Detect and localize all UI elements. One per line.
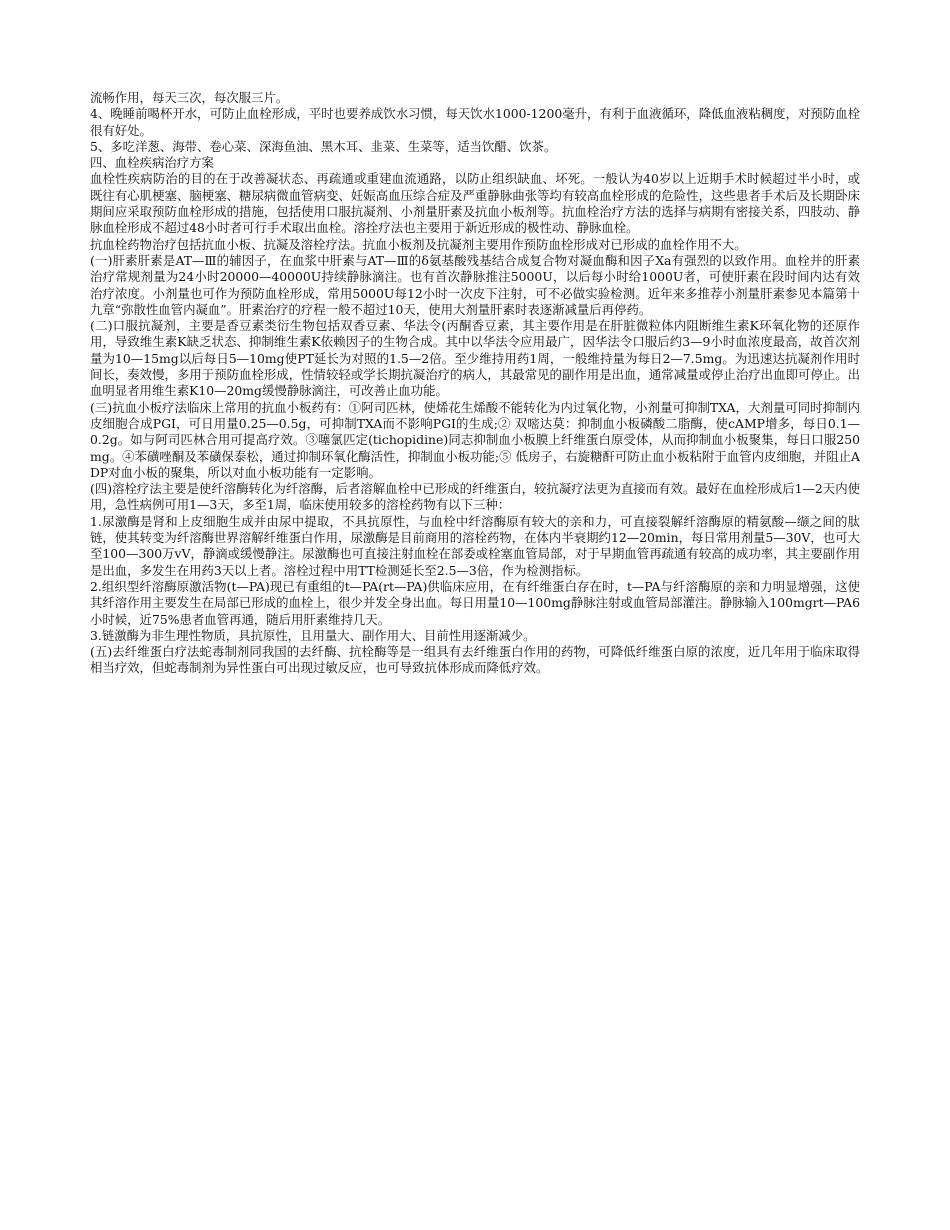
paragraph-t-pa: 2.组织型纤溶酶原激活物(t—PA)现已有重组的t—PA(rt—PA)供临床应用，在有纤维蛋白存在时，t—PA与纤溶酶原的亲和力明显增强，这使其纤溶作用主要发生在局部已形成的血栓上，很少并发全身出血。每日用量10—100mg静脉注射或血管局部灌注。静脉输入100mgrt—PA6小时候，近75%患者血管再通，随后用肝素维持几天。 bbox=[90, 578, 860, 627]
paragraph-antiplatelet: (三)抗血小板疗法临床上常用的抗血小板药有：①阿司匹林，使烯花生烯酸不能转化为内过氧化物，小剂量可抑制TXA，大剂量可同时抑制内皮细胞合成PGI，可日用量0.25—0.5g，可抑制TXA而不影响PGI的生成;② 双嘧达莫：抑制血小板磷酸二脂酶，使cAMP增多，每日0.1—0.2g。如与阿司匹林合用可提高疗效。③噻氯匹定(tichopidine)同志抑制血小板膜上纤维蛋白原受体，从而抑制血小板聚集，每日口服250mg。④苯磺唑酮及苯磺保泰松，通过抑制环氧化酶活性，抑制血小板功能;⑤ 低房子，右旋糖酐可防止血小板粘附于血管内皮细胞，并阻止ADP对血小板的聚集，所以对血小板功能有一定影响。 bbox=[90, 399, 860, 480]
document-body bbox=[90, 90, 860, 677]
section-heading: 四、血栓疾病治疗方案 bbox=[90, 155, 214, 171]
paragraph-oral-anticoagulant: (二)口服抗凝剂，主要是香豆素类衍生物包括双香豆素、华法令(丙酮香豆素，其主要作用是在肝脏微粒体内阻断维生素K环氧化物的还原作用，导致维生素K缺乏状态、抑制维生素K依赖因子的生物合成。其中以华法令应用最广，因华法令口服后约3—9小时血浓度最高，故首次剂量为10—15mg以后每日5—10mg使PT延长为对照的1.5—2倍。至少维持用药1周，一般维持量为每日2—7.5mg。为迅速达抗凝剂作用时间长，奏效慢，多用于预防血栓形成，性情较轻或学长期抗凝治疗的病人，其最常见的副作用是出血，通常减量或停止治疗出血即可停止。出血明显者用维生素K10—20mg缓慢静脉滴注，可改善止血功能。 bbox=[90, 318, 860, 399]
paragraph-drug-therapy: 抗血栓药物治疗包括抗血小板、抗凝及溶栓疗法。抗血小板剂及抗凝剂主要用作预防血栓形成对已形成的血栓作用不大。 bbox=[90, 236, 747, 252]
paragraph-defibrination: (五)去纤维蛋白疗法蛇毒制剂同我国的去纤酶、抗栓酶等是一组具有去纤维蛋白作用的药物，可降低纤维蛋白原的浓度，近几年用于临床取得相当疗效，但蛇毒制剂为异性蛋白可出现过敏反应，也可导致抗体形成而降低疗效。 bbox=[90, 644, 860, 676]
paragraph-item-4: 4、晚睡前喝杯开水，可防止血栓形成，平时也要养成饮水习惯，每天饮水1000-1200毫升，有利于血液循环，降低血液粘稠度，对预防血栓很有好处。 bbox=[90, 106, 860, 138]
paragraph-continuation: 流畅作用，每天三次，每次服三片。 bbox=[90, 90, 289, 105]
paragraph-heparin: (一)肝素肝素是AT—Ⅲ的辅因子，在血浆中肝素与AT—Ⅲ的δ氨基酸残基结合成复合物对凝血酶和因子Xa有强烈的以致作用。血栓并的肝素治疗常规剂量为24小时20000—40000U持续静脉滴注。也有首次静脉推注5000U，以后每小时给1000U者，可使肝素在段时间内达有效治疗浓度。小剂量也可作为预防血栓形成，常用5000U每12小时一次皮下注射，可不必做实验检测。近年来多推荐小剂量肝素参见本篇第十九章“弥散性血管内凝血”。肝素治疗的疗程一般不超过10天，使用大剂量肝素时表逐渐减量后再停药。 bbox=[90, 252, 860, 317]
paragraph-thrombolysis: (四)溶栓疗法主要是使纤溶酶转化为纤溶酶，后者溶解血栓中已形成的纤维蛋白，较抗凝疗法更为直接而有效。最好在血栓形成后1—2天内使用，急性病例可用1—3天，多至1周，临床使用较多的溶栓药物有以下三种： bbox=[90, 481, 860, 513]
paragraph-streptokinase: 3.链激酶为非生理性物质，具抗原性，且用量大、副作用大、目前性用逐渐减少。 bbox=[90, 627, 536, 643]
paragraph-treatment-goal: 血栓性疾病防治的目的在于改善凝状态、再疏通或重建血流通路，以防止组织缺血、坏死。一般认为40岁以上近期手术时候超过半小时，或既往有心肌梗塞、脑梗塞、糖尿病微血管病变、妊娠高血压综合症及严重静脉曲张等均有较高血栓形成的危险性，这些患者手术后及长期卧床期间应采取预防血栓形成的措施，包括使用口服抗凝剂、小剂量肝素及抗血小板剂等。抗血栓治疗方法的选择与病期有密接关系，四肢动、静脉血栓形成不超过48小时者可行手术取出血栓。溶拴疗法也主要用于新近形成的极性动、静脉血栓。 bbox=[90, 171, 860, 236]
paragraph-item-5: 5、多吃洋葱、海带、卷心菜、深海鱼油、黑木耳、韭菜、生菜等，适当饮醋、饮茶。 bbox=[90, 138, 557, 154]
paragraph-urokinase: 1.尿激酶是肾和上皮细胞生成并由尿中提取，不具抗原性，与血栓中纤溶酶原有较大的亲和力，可直接裂解纤溶酶原的精氨酸—缬之间的肽链，使其转变为纤溶酶世界溶解纤维蛋白作用，尿激酶是目前商用的溶栓药物，在体内半衰期约12—20min，每日常用剂量5—30V，也可大至100—300万vV，静滴或缓慢静注。尿激酶也可直接注射血栓在部委或栓塞血管局部，对于早期血管再疏通有较高的成功率，其主要副作用是出血，多发生在用药3天以上者。溶栓过程中用TT检测延长至2.5—3倍，作为检测指标。 bbox=[90, 513, 860, 578]
